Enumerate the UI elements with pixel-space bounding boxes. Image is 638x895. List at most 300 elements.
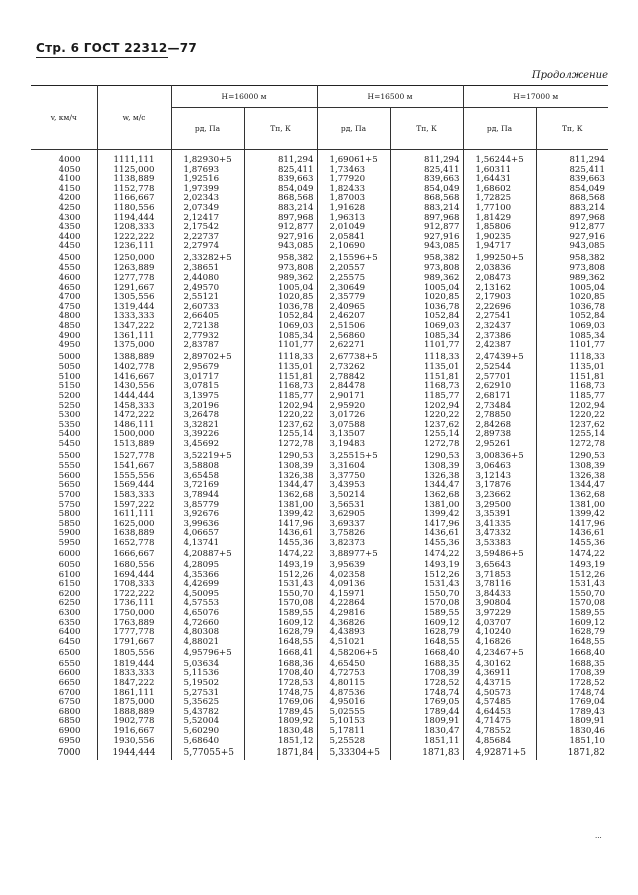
cell-p: 2,10690 xyxy=(317,242,390,252)
cell-p: 2,90171 xyxy=(317,392,390,402)
cell-t: 1417,96 xyxy=(390,520,463,530)
cell-t: 1272,78 xyxy=(244,440,317,450)
cell-t: 1728,52 xyxy=(536,679,608,689)
cell-v: 5450 xyxy=(58,439,81,450)
cell-t: 1168,73 xyxy=(244,382,317,392)
cell-p: 1,99250+5 xyxy=(463,252,536,265)
cell-t: 1589,55 xyxy=(390,609,463,619)
cell-v: 6200 xyxy=(58,588,81,599)
cell-w: 1222,222 xyxy=(97,233,171,243)
cell-p: 4,20887+5 xyxy=(171,548,244,561)
cell-t: 943,085 xyxy=(536,242,608,252)
cell-t: 1237,62 xyxy=(536,421,608,431)
cell-p: 3,85779 xyxy=(171,501,244,511)
cell-p: 3,13507 xyxy=(317,430,390,440)
cell-t: 1399,42 xyxy=(390,510,463,520)
cell-p: 5,43782 xyxy=(171,708,244,718)
cell-w: 1875,000 xyxy=(97,698,171,708)
cell-p: 4,50095 xyxy=(171,590,244,600)
cell-t: 1326,38 xyxy=(536,472,608,482)
cell-t: 1688,35 xyxy=(390,660,463,670)
cell-t: 1362,68 xyxy=(536,491,608,501)
col-header-t: Tп, К xyxy=(244,108,317,150)
cell-w: 1944,444 xyxy=(97,746,171,760)
cell-t: 1290,53 xyxy=(390,450,463,463)
cell-t: 1069,03 xyxy=(536,322,608,332)
cell-t: 1570,08 xyxy=(244,599,317,609)
cell-p: 4,29816 xyxy=(317,609,390,619)
cell-p: 2,55121 xyxy=(171,293,244,303)
cell-t: 1455,36 xyxy=(536,539,608,549)
cell-p: 4,36911 xyxy=(463,669,536,679)
cell-t: 1789,45 xyxy=(244,708,317,718)
cell-v: 5600 xyxy=(58,470,81,481)
cell-p: 2,78842 xyxy=(317,373,390,383)
cell-p: 2,42387 xyxy=(463,341,536,351)
cell-v: 4500 xyxy=(58,252,81,263)
cell-t: 1290,53 xyxy=(244,450,317,463)
cell-p: 3,95639 xyxy=(317,561,390,571)
cell-t: 1455,36 xyxy=(244,539,317,549)
cell-t: 1688,36 xyxy=(244,660,317,670)
cell-t: 1168,73 xyxy=(390,382,463,392)
cell-w: 1416,667 xyxy=(97,373,171,383)
cell-p: 2,32437 xyxy=(463,322,536,332)
cell-v: 4600 xyxy=(58,273,81,284)
cell-w: 1138,889 xyxy=(97,175,171,185)
cell-p: 3,45692 xyxy=(171,440,244,450)
cell-p: 4,65076 xyxy=(171,609,244,619)
cell-w: 1333,333 xyxy=(97,312,171,322)
cell-t: 1417,96 xyxy=(536,520,608,530)
cell-t: 1290,53 xyxy=(536,450,608,463)
cell-p: 4,80115 xyxy=(317,679,390,689)
col-header-p: pд, Па xyxy=(463,108,536,150)
cell-p: 3,29500 xyxy=(463,501,536,511)
cell-v: 5650 xyxy=(58,480,81,491)
cell-p: 2,84478 xyxy=(317,382,390,392)
cell-p: 2,22696 xyxy=(463,303,536,313)
footnote-mark: ... xyxy=(595,832,602,840)
cell-v: 4200 xyxy=(58,193,81,204)
cell-v: 6700 xyxy=(58,687,81,698)
cell-w: 1208,333 xyxy=(97,223,171,233)
cell-v: 5700 xyxy=(58,489,81,500)
cell-p: 4,95796+5 xyxy=(171,647,244,660)
cell-t: 1708,39 xyxy=(390,669,463,679)
cell-v: 4400 xyxy=(58,231,81,242)
cell-p: 3,50214 xyxy=(317,491,390,501)
cell-w: 1847,222 xyxy=(97,679,171,689)
cell-t: 1493,19 xyxy=(390,561,463,571)
cell-t: 883,214 xyxy=(390,204,463,214)
cell-p: 2,46207 xyxy=(317,312,390,322)
col-header-t: Tп, К xyxy=(536,108,608,150)
cell-t: 1493,19 xyxy=(244,561,317,571)
cell-t: 1570,08 xyxy=(536,599,608,609)
cell-p: 2,17903 xyxy=(463,293,536,303)
cell-t: 1005,04 xyxy=(390,284,463,294)
table-row xyxy=(31,746,608,760)
cell-t: 1202,94 xyxy=(536,402,608,412)
cell-t: 989,362 xyxy=(244,274,317,284)
table-row xyxy=(31,440,608,450)
cell-t: 1851,12 xyxy=(244,737,317,747)
cell-t: 825,411 xyxy=(390,166,463,176)
cell-t: 1728,53 xyxy=(244,679,317,689)
cell-t: 1851,10 xyxy=(536,737,608,747)
cell-p: 2,03836 xyxy=(463,264,536,274)
cell-v: 4650 xyxy=(58,282,81,293)
cell-p: 3,71853 xyxy=(463,571,536,581)
cell-v: 6750 xyxy=(58,697,81,708)
cell-t: 1326,38 xyxy=(390,472,463,482)
cell-t: 1202,94 xyxy=(390,402,463,412)
cell-t: 1085,34 xyxy=(244,332,317,342)
cell-p: 2,84268 xyxy=(463,421,536,431)
cell-t: 1069,03 xyxy=(244,322,317,332)
cell-v: 5850 xyxy=(58,518,81,529)
cell-p: 1,60311 xyxy=(463,166,536,176)
cell-v: 5750 xyxy=(58,499,81,510)
cell-v: 5350 xyxy=(58,419,81,430)
cell-w: 1611,111 xyxy=(97,510,171,520)
cell-p: 3,31604 xyxy=(317,462,390,472)
cell-t: 1101,77 xyxy=(536,341,608,351)
cell-t: 1036,78 xyxy=(536,303,608,313)
cell-t: 1809,91 xyxy=(536,717,608,727)
cell-w: 1458,333 xyxy=(97,402,171,412)
cell-p: 4,22864 xyxy=(317,599,390,609)
cell-t: 1748,74 xyxy=(536,689,608,699)
col-header-t: Tп, К xyxy=(390,108,463,150)
cell-w: 1194,444 xyxy=(97,214,171,224)
cell-p: 1,91628 xyxy=(317,204,390,214)
table-row xyxy=(31,242,608,252)
cell-p: 3,35391 xyxy=(463,510,536,520)
cell-p: 1,77920 xyxy=(317,175,390,185)
cell-w: 1583,333 xyxy=(97,491,171,501)
cell-p: 4,92871+5 xyxy=(463,746,536,760)
cell-p: 2,02343 xyxy=(171,194,244,204)
cell-v: 7000 xyxy=(57,748,81,759)
cell-t: 868,568 xyxy=(390,194,463,204)
cell-t: 927,916 xyxy=(390,233,463,243)
continuation-label: Продолжение xyxy=(531,70,608,81)
cell-p: 3,23662 xyxy=(463,491,536,501)
cell-t: 811,294 xyxy=(244,156,317,166)
cell-t: 854,049 xyxy=(244,185,317,195)
cell-p: 1,85806 xyxy=(463,223,536,233)
cell-p: 3,20196 xyxy=(171,402,244,412)
cell-p: 2,40965 xyxy=(317,303,390,313)
cell-v: 6550 xyxy=(58,658,81,669)
cell-p: 4,43893 xyxy=(317,628,390,638)
cell-t: 897,968 xyxy=(536,214,608,224)
cell-p: 3,78116 xyxy=(463,580,536,590)
cell-w: 1236,111 xyxy=(97,242,171,252)
cell-p: 3,99636 xyxy=(171,520,244,530)
cell-t: 1069,03 xyxy=(390,322,463,332)
cell-p: 1,82433 xyxy=(317,185,390,195)
cell-t: 1871,82 xyxy=(536,746,608,760)
cell-t: 1399,42 xyxy=(536,510,608,520)
cell-w: 1666,667 xyxy=(97,548,171,561)
cell-p: 4,78552 xyxy=(463,727,536,737)
cell-t: 1589,55 xyxy=(536,609,608,619)
cell-t: 1185,77 xyxy=(244,392,317,402)
cell-t: 1748,75 xyxy=(244,689,317,699)
cell-t: 912,877 xyxy=(536,223,608,233)
cell-t: 1708,39 xyxy=(536,669,608,679)
cell-t: 1570,08 xyxy=(390,599,463,609)
cell-t: 1550,70 xyxy=(244,590,317,600)
cell-p: 1,56244+5 xyxy=(463,156,536,166)
cell-w: 1263,889 xyxy=(97,264,171,274)
cell-p: 3,84433 xyxy=(463,590,536,600)
cell-p: 1,73463 xyxy=(317,166,390,176)
cell-w: 1930,556 xyxy=(97,737,171,747)
cell-p: 1,87693 xyxy=(171,166,244,176)
cell-p: 1,96313 xyxy=(317,214,390,224)
cell-t: 1789,44 xyxy=(390,708,463,718)
cell-p: 4,72660 xyxy=(171,619,244,629)
cell-t: 1668,40 xyxy=(390,647,463,660)
cell-p: 5,77055+5 xyxy=(171,746,244,760)
cell-w: 1694,444 xyxy=(97,571,171,581)
cell-v: 6400 xyxy=(58,627,81,638)
cell-w: 1763,889 xyxy=(97,619,171,629)
cell-t: 883,214 xyxy=(536,204,608,214)
cell-t: 839,663 xyxy=(390,175,463,185)
table-body xyxy=(31,150,608,761)
cell-v: 4350 xyxy=(58,222,81,233)
cell-t: 973,808 xyxy=(244,264,317,274)
cell-p: 1,92516 xyxy=(171,175,244,185)
cell-w: 1722,222 xyxy=(97,590,171,600)
cell-p: 1,82930+5 xyxy=(171,156,244,166)
cell-p: 1,90235 xyxy=(463,233,536,243)
cell-t: 1308,39 xyxy=(244,462,317,472)
cell-v: 5200 xyxy=(58,391,81,402)
cell-p: 5,68640 xyxy=(171,737,244,747)
cell-t: 1769,04 xyxy=(536,698,608,708)
cell-p: 3,25515+5 xyxy=(317,450,390,463)
cell-p: 3,59486+5 xyxy=(463,548,536,561)
cell-p: 3,12143 xyxy=(463,472,536,482)
cell-w: 1805,556 xyxy=(97,647,171,660)
cell-t: 1135,01 xyxy=(536,363,608,373)
cell-t: 1085,34 xyxy=(536,332,608,342)
cell-t: 1436,61 xyxy=(390,529,463,539)
cell-p: 1,81429 xyxy=(463,214,536,224)
cell-t: 1005,04 xyxy=(536,284,608,294)
cell-t: 1512,26 xyxy=(390,571,463,581)
cell-p: 4,87536 xyxy=(317,689,390,699)
cell-t: 1272,78 xyxy=(390,440,463,450)
cell-p: 4,09136 xyxy=(317,580,390,590)
table-row xyxy=(31,638,608,648)
cell-t: 1052,84 xyxy=(536,312,608,322)
cell-p: 4,28095 xyxy=(171,561,244,571)
cell-t: 1151,81 xyxy=(390,373,463,383)
cell-p: 4,03707 xyxy=(463,619,536,629)
cell-t: 1135,01 xyxy=(244,363,317,373)
cell-t: 1769,05 xyxy=(390,698,463,708)
cell-v: 6950 xyxy=(58,735,81,746)
cell-t: 839,663 xyxy=(244,175,317,185)
cell-v: 6250 xyxy=(58,598,81,609)
cell-t: 1220,22 xyxy=(244,411,317,421)
cell-p: 3,07588 xyxy=(317,421,390,431)
cell-p: 2,08473 xyxy=(463,274,536,284)
cell-p: 3,47332 xyxy=(463,529,536,539)
cell-t: 1020,85 xyxy=(536,293,608,303)
cell-p: 3,19483 xyxy=(317,440,390,450)
cell-t: 1185,77 xyxy=(390,392,463,402)
cell-t: 1809,92 xyxy=(244,717,317,727)
cell-p: 4,88021 xyxy=(171,638,244,648)
cell-w: 1777,778 xyxy=(97,628,171,638)
cell-t: 1005,04 xyxy=(244,284,317,294)
table-row xyxy=(31,341,608,351)
cell-p: 3,72169 xyxy=(171,481,244,491)
cell-t: 1648,55 xyxy=(244,638,317,648)
cell-v: 4150 xyxy=(58,183,81,194)
cell-p: 2,27541 xyxy=(463,312,536,322)
cell-w: 1541,667 xyxy=(97,462,171,472)
cell-p: 2,60733 xyxy=(171,303,244,313)
cell-p: 3,78944 xyxy=(171,491,244,501)
cell-w: 1513,889 xyxy=(97,440,171,450)
cell-w: 1861,111 xyxy=(97,689,171,699)
cell-p: 4,64453 xyxy=(463,708,536,718)
cell-v: 5050 xyxy=(58,362,81,373)
cell-t: 1830,47 xyxy=(390,727,463,737)
cell-t: 1036,78 xyxy=(244,303,317,313)
cell-p: 5,35625 xyxy=(171,698,244,708)
cell-p: 1,72825 xyxy=(463,194,536,204)
cell-p: 3,43953 xyxy=(317,481,390,491)
cell-p: 2,47439+5 xyxy=(463,351,536,364)
cell-w: 1472,222 xyxy=(97,411,171,421)
cell-w: 1902,778 xyxy=(97,717,171,727)
cell-p: 2,72138 xyxy=(171,322,244,332)
cell-v: 5550 xyxy=(58,461,81,472)
cell-t: 1151,81 xyxy=(536,373,608,383)
cell-t: 1512,26 xyxy=(244,571,317,581)
cell-p: 5,27531 xyxy=(171,689,244,699)
cell-p: 3,75826 xyxy=(317,529,390,539)
cell-p: 2,05841 xyxy=(317,233,390,243)
cell-p: 2,44080 xyxy=(171,274,244,284)
cell-t: 1708,40 xyxy=(244,669,317,679)
cell-p: 2,13162 xyxy=(463,284,536,294)
cell-v: 6000 xyxy=(58,549,81,560)
cell-t: 1118,33 xyxy=(536,351,608,364)
cell-p: 4,15971 xyxy=(317,590,390,600)
cell-t: 1668,40 xyxy=(536,647,608,660)
cell-p: 2,15596+5 xyxy=(317,252,390,265)
cell-v: 5100 xyxy=(58,371,81,382)
cell-v: 4000 xyxy=(58,155,81,165)
cell-t: 1871,84 xyxy=(244,746,317,760)
cell-t: 1474,22 xyxy=(536,548,608,561)
cell-p: 1,87003 xyxy=(317,194,390,204)
cell-p: 2,83787 xyxy=(171,341,244,351)
cell-p: 3,58808 xyxy=(171,462,244,472)
cell-p: 3,88977+5 xyxy=(317,548,390,561)
cell-w: 1111,111 xyxy=(97,156,171,166)
cell-v: 6600 xyxy=(58,668,81,679)
cell-t: 1531,43 xyxy=(390,580,463,590)
cell-t: 1168,73 xyxy=(536,382,608,392)
cell-p: 4,42699 xyxy=(171,580,244,590)
cell-p: 4,65450 xyxy=(317,660,390,670)
cell-p: 3,13975 xyxy=(171,392,244,402)
cell-v: 5900 xyxy=(58,528,81,539)
cell-t: 927,916 xyxy=(244,233,317,243)
cell-p: 2,38651 xyxy=(171,264,244,274)
col-group-16000: H=16000 м xyxy=(171,86,317,108)
cell-p: 4,50573 xyxy=(463,689,536,699)
cell-t: 1628,79 xyxy=(390,628,463,638)
cell-v: 4900 xyxy=(58,330,81,341)
cell-w: 1750,000 xyxy=(97,609,171,619)
cell-t: 1326,38 xyxy=(244,472,317,482)
cell-v: 6500 xyxy=(58,648,81,659)
cell-t: 1550,70 xyxy=(390,590,463,600)
cell-w: 1277,778 xyxy=(97,274,171,284)
cell-p: 1,68602 xyxy=(463,185,536,195)
cell-p: 4,57485 xyxy=(463,698,536,708)
cell-t: 958,382 xyxy=(536,252,608,265)
cell-t: 989,362 xyxy=(536,274,608,284)
cell-w: 1597,222 xyxy=(97,501,171,511)
cell-p: 2,33282+5 xyxy=(171,252,244,265)
cell-t: 1255,14 xyxy=(536,430,608,440)
cell-t: 1531,43 xyxy=(244,580,317,590)
table-row xyxy=(31,647,608,660)
cell-p: 2,51506 xyxy=(317,322,390,332)
cell-t: 1769,06 xyxy=(244,698,317,708)
cell-w: 1347,222 xyxy=(97,322,171,332)
cell-p: 4,43715 xyxy=(463,679,536,689)
cell-t: 1609,12 xyxy=(244,619,317,629)
cell-v: 4550 xyxy=(58,263,81,274)
cell-v: 6150 xyxy=(58,579,81,590)
cell-p: 2,25575 xyxy=(317,274,390,284)
cell-t: 1474,22 xyxy=(390,548,463,561)
cell-p: 5,02555 xyxy=(317,708,390,718)
cell-w: 1375,000 xyxy=(97,341,171,351)
cell-t: 883,214 xyxy=(244,204,317,214)
cell-w: 1819,444 xyxy=(97,660,171,670)
cell-t: 1512,26 xyxy=(536,571,608,581)
cell-v: 4850 xyxy=(58,321,81,331)
cell-t: 854,049 xyxy=(536,185,608,195)
cell-p: 5,03634 xyxy=(171,660,244,670)
cell-p: 4,35366 xyxy=(171,571,244,581)
cell-p: 2,01049 xyxy=(317,223,390,233)
cell-t: 1052,84 xyxy=(390,312,463,322)
cell-p: 3,07815 xyxy=(171,382,244,392)
cell-t: 1609,12 xyxy=(536,619,608,629)
cell-p: 3,92676 xyxy=(171,510,244,520)
cell-v: 4700 xyxy=(58,292,81,303)
cell-t: 1344,47 xyxy=(536,481,608,491)
cell-w: 1652,778 xyxy=(97,539,171,549)
